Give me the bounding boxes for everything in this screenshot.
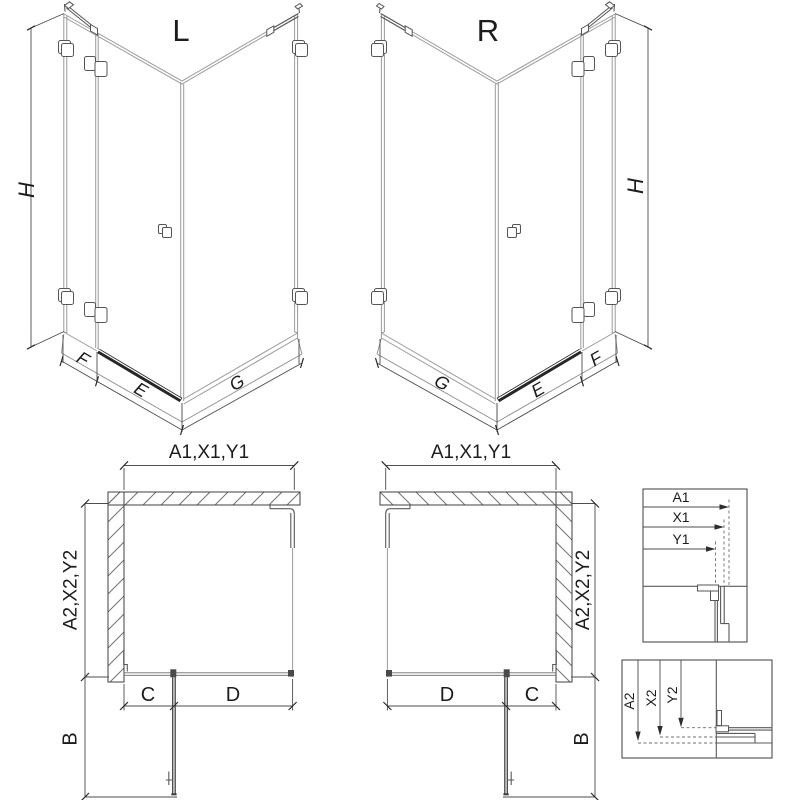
iso-left-geometry <box>27 2 308 435</box>
detail-top-label-x1: X1 <box>672 509 690 525</box>
detail-top-bracket-tab <box>711 591 719 601</box>
detail-bottom-dashed-refs <box>638 728 716 743</box>
plan-right-b-label: B <box>571 732 593 746</box>
plan-view-left <box>60 442 301 800</box>
plan-left-geometry <box>81 461 300 800</box>
arrowhead-y2 <box>678 718 683 728</box>
plan-right-depth-label: A2,X2,Y2 <box>573 549 594 631</box>
dim-label-height-left: H <box>14 182 39 198</box>
iso-view-left <box>14 2 308 435</box>
arrowhead-x2 <box>657 726 662 736</box>
plan-right-c-label: C <box>524 684 540 706</box>
dim-label-side-left: G <box>225 370 249 395</box>
arrowhead-a1 <box>720 504 730 509</box>
plan-right-geometry <box>380 461 599 800</box>
plan-left-b-label: B <box>59 732 82 746</box>
dim-label-side-right: G <box>430 370 454 395</box>
detail-bottom-label-x2: X2 <box>643 689 659 707</box>
plan-left-c-label: C <box>140 684 156 706</box>
plan-left-width-label: A1,X1,Y1 <box>168 442 250 463</box>
detail-top-label-a1: A1 <box>672 489 690 505</box>
plan-right-width-label: A1,X1,Y1 <box>430 442 512 463</box>
plan-view-right <box>380 442 599 800</box>
arrowhead-a2 <box>635 732 640 742</box>
detail-top-bracket-bar <box>698 585 719 591</box>
detail-bottom-label-y2: Y2 <box>664 686 680 704</box>
arrowhead-x1 <box>715 524 725 529</box>
detail-top-label-y1: Y1 <box>672 531 690 547</box>
plan-left-depth-label: A2,X2,Y2 <box>60 549 82 631</box>
plan-right-d-label: D <box>439 684 455 706</box>
iso-right-geometry <box>372 2 653 435</box>
arrowhead-y1 <box>706 546 716 551</box>
plan-left-d-label: D <box>225 684 241 706</box>
view-label-left: L <box>172 13 190 48</box>
detail-top-frame <box>643 489 747 642</box>
dim-label-door-left: E <box>130 378 152 402</box>
dim-label-height-right: H <box>623 178 648 194</box>
dim-label-fixed-right: F <box>586 347 606 371</box>
detail-box-bottom <box>621 660 772 758</box>
dim-label-fixed-left: F <box>73 347 93 371</box>
detail-top-dashed-refs <box>716 500 730 587</box>
detail-box-top <box>643 489 747 642</box>
dim-label-door-right: E <box>527 378 549 402</box>
iso-view-right <box>372 2 653 435</box>
detail-bottom-bracket-bar <box>716 726 729 732</box>
detail-bottom-bracket-tab <box>717 711 722 726</box>
detail-bottom-label-a2: A2 <box>621 692 637 710</box>
view-label-right: R <box>476 13 500 48</box>
